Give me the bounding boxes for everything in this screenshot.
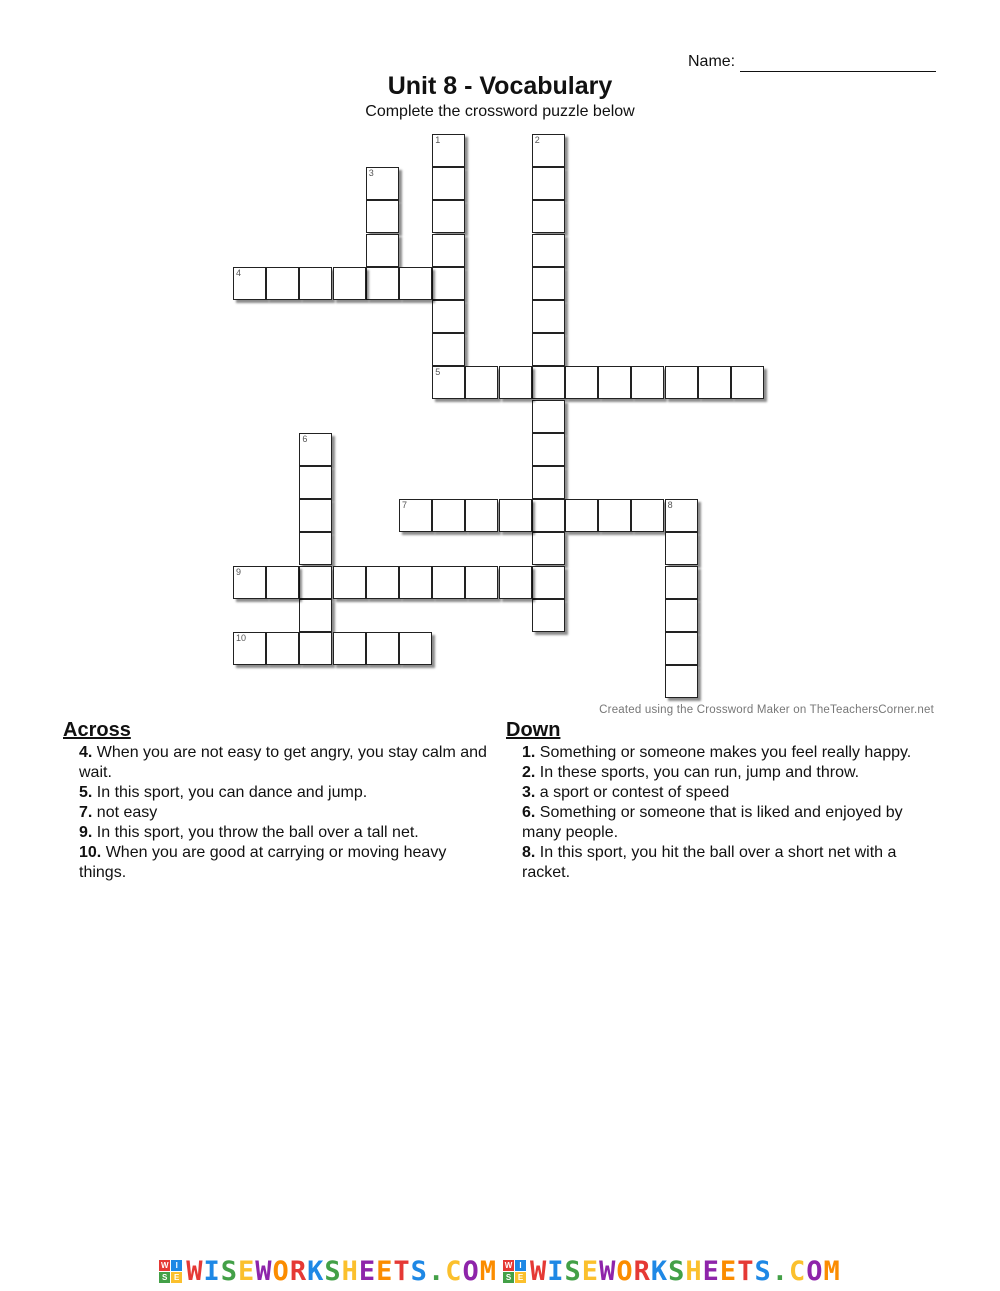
crossword-cell[interactable] (665, 665, 698, 698)
brand-text: WISEWORKSHEETS.COM (186, 1255, 497, 1287)
cell-number: 8 (667, 500, 673, 511)
cell-number: 5 (435, 367, 441, 378)
crossword-cell[interactable] (532, 134, 565, 167)
crossword-cell[interactable] (399, 499, 432, 532)
crossword-cell[interactable] (565, 499, 598, 532)
crossword-cell[interactable] (698, 366, 731, 399)
crossword-cell[interactable] (432, 267, 465, 300)
brand-block (503, 1254, 841, 1288)
crossword-cell[interactable] (465, 566, 498, 599)
crossword-cell[interactable] (432, 167, 465, 200)
crossword-cell[interactable] (366, 632, 399, 665)
crossword-cell[interactable] (665, 532, 698, 565)
crossword-cell[interactable] (299, 532, 332, 565)
crossword-cell[interactable] (266, 267, 299, 300)
clue-text: In these sports, you can run, jump and throw. (535, 764, 860, 781)
page-title: Unit 8 - Vocabulary (387, 72, 613, 100)
crossword-cell[interactable] (432, 366, 465, 399)
crossword-cell[interactable] (532, 400, 565, 433)
clue-text: When you are not easy to get angry, you stay calm and wait. (79, 744, 487, 781)
crossword-cell[interactable] (631, 366, 664, 399)
clue-text: not easy (92, 804, 158, 821)
crossword-cell[interactable] (366, 267, 399, 300)
crossword-cell[interactable] (266, 632, 299, 665)
crossword-cell[interactable] (333, 632, 366, 665)
clue-number: 2. (522, 764, 536, 781)
crossword-cell[interactable] (532, 466, 565, 499)
cell-number: 10 (236, 633, 247, 643)
clue-number: 4. (79, 744, 93, 761)
cell-number: 4 (236, 267, 242, 278)
cell-number: 3 (368, 168, 374, 179)
crossword-cell[interactable] (432, 134, 465, 167)
page-subtitle: Complete the crossword puzzle below (365, 103, 635, 120)
crossword-cell[interactable] (299, 566, 332, 599)
crossword-cell[interactable] (665, 499, 698, 532)
across-clues (63, 719, 493, 883)
clue-item (63, 803, 493, 823)
clue-item (63, 743, 493, 783)
clue-text: When you are good at carrying or moving heavy things. (79, 844, 447, 881)
crossword-cell[interactable] (366, 234, 399, 267)
crossword-cell[interactable] (299, 499, 332, 532)
crossword-cell[interactable] (432, 499, 465, 532)
clue-item (506, 783, 936, 803)
brand-block (159, 1254, 497, 1288)
clue-text: In this sport, you hit the ball over a short net with a racket. (522, 844, 897, 881)
clue-item (63, 823, 493, 843)
name-label: Name: (688, 53, 736, 70)
cell-number: 7 (402, 500, 408, 511)
crossword-cell[interactable] (532, 200, 565, 233)
crossword-cell[interactable] (532, 267, 565, 300)
clue-text: In this sport, you can dance and jump. (92, 784, 368, 801)
crossword-cell[interactable] (499, 566, 532, 599)
cell-number: 1 (435, 135, 441, 145)
clue-number: 7. (79, 804, 93, 821)
crossword-cell[interactable] (532, 366, 565, 399)
crossword-cell[interactable] (631, 499, 664, 532)
clue-item (63, 783, 493, 803)
crossword-cell[interactable] (432, 234, 465, 267)
crossword-cell[interactable] (299, 632, 332, 665)
crossword-cell[interactable] (532, 300, 565, 333)
crossword-cell[interactable] (499, 499, 532, 532)
crossword-cell[interactable] (233, 566, 266, 599)
crossword-cell[interactable] (299, 466, 332, 499)
crossword-cell[interactable] (366, 200, 399, 233)
crossword-cell[interactable] (665, 632, 698, 665)
brand-text: WISEWORKSHEETS.COM (530, 1255, 841, 1287)
clue-text: Something or someone makes you feel really happy. (535, 744, 912, 761)
crossword-cell[interactable] (665, 366, 698, 399)
clue-number: 5. (79, 784, 93, 801)
crossword-cell[interactable] (665, 599, 698, 632)
clue-text: Something or someone that is liked and enjoyed by many people. (522, 804, 903, 841)
clue-number: 6. (522, 804, 536, 821)
crossword-cell[interactable] (366, 566, 399, 599)
brand-logo-icon: W I S E (503, 1260, 526, 1283)
crossword-cell[interactable] (532, 167, 565, 200)
crossword-cell[interactable] (233, 632, 266, 665)
crossword-cell[interactable] (532, 599, 565, 632)
clue-item (506, 843, 936, 883)
crossword-cell[interactable] (565, 366, 598, 399)
clue-number: 8. (522, 844, 536, 861)
crossword-cell[interactable] (299, 433, 332, 466)
clue-number: 1. (522, 744, 536, 761)
crossword-cell[interactable] (532, 234, 565, 267)
crossword-cell[interactable] (399, 267, 432, 300)
clue-number: 3. (522, 784, 536, 801)
crossword-cell[interactable] (333, 566, 366, 599)
clue-item (506, 743, 936, 763)
crossword-cell[interactable] (532, 433, 565, 466)
crossword-cell[interactable] (366, 167, 399, 200)
crossword-cell[interactable] (432, 566, 465, 599)
crossword-cell[interactable] (299, 599, 332, 632)
crossword-cell[interactable] (598, 499, 631, 532)
crossword-cell[interactable] (598, 366, 631, 399)
clue-item (506, 763, 936, 783)
clue-text: In this sport, you throw the ball over a tall net. (92, 824, 419, 841)
footer-branding (0, 1254, 1000, 1288)
crossword-cell[interactable] (499, 366, 532, 399)
credit-text: Created using the Crossword Maker on TheTeachersCorner.net (599, 704, 934, 716)
clue-item (506, 803, 936, 843)
clue-text: a sport or contest of speed (535, 784, 730, 801)
crossword-cell[interactable] (532, 499, 565, 532)
crossword-cell[interactable] (731, 366, 764, 399)
crossword-cell[interactable] (399, 566, 432, 599)
crossword-cell[interactable] (333, 267, 366, 300)
clue-number: 9. (79, 824, 93, 841)
cell-number: 6 (302, 433, 308, 444)
crossword-cell[interactable] (532, 333, 565, 366)
crossword-cell[interactable] (532, 532, 565, 565)
clue-item (63, 843, 493, 883)
crossword-cell[interactable] (432, 333, 465, 366)
crossword-cell[interactable] (399, 632, 432, 665)
crossword-cell[interactable] (532, 566, 565, 599)
cell-number: 9 (236, 566, 242, 577)
crossword-cell[interactable] (432, 200, 465, 233)
cell-number: 2 (534, 135, 540, 145)
crossword-cell[interactable] (432, 300, 465, 333)
across-heading: Across (63, 719, 131, 741)
crossword-cell[interactable] (299, 267, 332, 300)
brand-logo-icon: W I S E (159, 1260, 182, 1283)
down-heading: Down (506, 719, 561, 741)
crossword-cell[interactable] (266, 566, 299, 599)
clue-number: 10. (79, 844, 102, 861)
crossword-cell[interactable] (665, 566, 698, 599)
down-clues (506, 719, 936, 883)
crossword-cell[interactable] (465, 499, 498, 532)
crossword-cell[interactable] (465, 366, 498, 399)
crossword-cell[interactable] (233, 267, 266, 300)
